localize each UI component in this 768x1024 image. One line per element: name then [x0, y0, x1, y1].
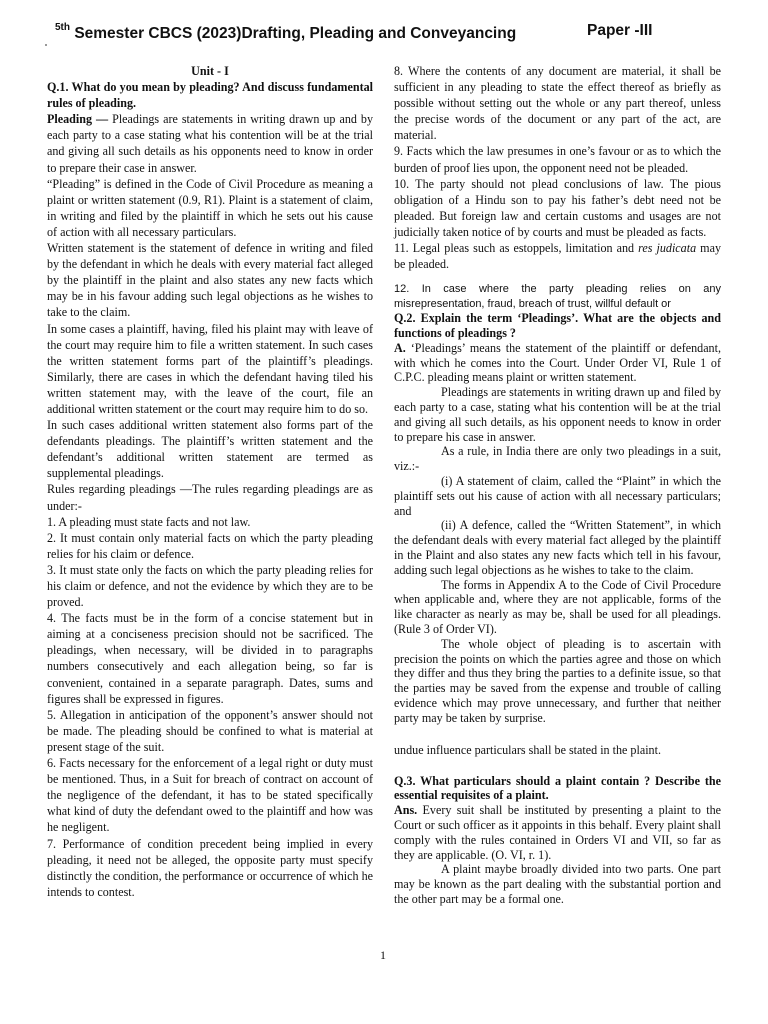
- rule-11-italic: res judicata: [638, 241, 697, 256]
- rule-11-text-b: may be pleaded.: [394, 241, 721, 272]
- answer-2-item-ii: (ii) A defence, called the “Written Statement”, in which the defendant deals with every material fact alleged by the plaintiff in the Plaint and also states any new facts which tell in his favour, adding such legal objections as he wishes to take to the claim.: [394, 518, 721, 577]
- rule-11-text-a: 11. Legal pleas such as estoppels, limitation and: [394, 241, 639, 256]
- q2-block: [394, 311, 721, 725]
- answer-2-text: ‘Pleadings’ means the statement of the plaintiff or defendant, with which he comes into the Court. Under Order VI, Rule 1 of C.P.C. pleading means plaint or written statement.: [394, 340, 721, 385]
- stray-dot: [45, 44, 47, 46]
- rule-10: 10. The party should not plead conclusions of law. The pious obligation of a Hindu son to pay his father’s debt need not be pleaded. But foreign law and certain customs and usages are not judicially taken notice of by courts and must be pleaded as facts.: [394, 176, 721, 239]
- pleading-definition: [47, 111, 373, 175]
- q3-block: [394, 774, 721, 907]
- ans-label: Ans.: [394, 803, 418, 818]
- rule-9: 9. Facts which the law presumes in one’s favour or as to which the burden of proof lies upon, the opponent need not be pleaded.: [394, 144, 721, 175]
- page-header: [55, 22, 735, 43]
- rule-6: 6. Facts necessary for the enforcement of a legal right or duty must be mentioned. Thus, in a Suit for breach of contract on account of the negligence of the defendant, it has to be stated specifically what kind of duty the defendant owed to the plaintiff and how was he negligent.: [47, 756, 373, 835]
- rule-8: 8. Where the contents of any document are material, it shall be sufficient in any pleading to state the effect thereof as briefly as possible without setting out the whole or any part thereof, unless the precise words of the document or any part of the act, are material.: [394, 64, 721, 143]
- spacer: [394, 272, 721, 282]
- rule-12: 12. In case where the party pleading relies on any misrepresentation, fraud, breach of trust, willful default or: [394, 283, 721, 310]
- rule-3: 3. It must state only the facts on which the party pleading relies for his claim or defence, and not the evidence by which they are to be proved.: [47, 562, 373, 610]
- pleading-label: Pleading —: [47, 112, 109, 127]
- rule-2: 2. It must contain only material facts on which the party pleading relies for his claim or defence.: [47, 530, 373, 561]
- answer-3-intro: [394, 803, 721, 862]
- paragraph-written-statement: Written statement is the statement of defence in writing and filed by the defendant in which he deals with every material fact alleged by the plaintiff in the plaint and also states any new facts which may be in his favour adding such legal objections as he wishes to take to the claim.: [47, 241, 373, 320]
- undue-influence-line: undue influence particulars shall be stated in the plaint.: [394, 742, 661, 757]
- answer-2-item-i: (i) A statement of claim, called the “Plaint” in which the plaintiff sets out his cause of action with all necessary particulars; and: [394, 473, 721, 518]
- question-2: Q.2. Explain the term ‘Pleadings’. What are the objects and functions of pleadings ?: [394, 311, 721, 341]
- left-column: [47, 63, 373, 900]
- pleading-text: Pleadings are statements in writing drawn up and by each party to a case stating what his contention will be at the trial and giving all such details as his opponents need to know in order to prepare their case in answer.: [47, 112, 373, 175]
- right-column: [394, 63, 721, 907]
- answer-2-para-object: The whole object of pleading is to ascertain with precision the points on which the parties agree and those on which they differ and thus they bring the parties to a definite issue, so that the parties may be saved from the expense and trouble of calling evidence which may prove unnecessary, and further that neither party may be taken by surprise.: [394, 636, 721, 725]
- paragraph-rules-intro: Rules regarding pleadings —The rules regarding pleadings are as under:-: [47, 482, 373, 513]
- semester-superscript: 5th: [55, 22, 70, 33]
- spacer: [394, 758, 721, 774]
- question-1: Q.1. What do you mean by pleading? And discuss fundamental rules of pleading.: [47, 80, 373, 111]
- answer-2-para-3: As a rule, in India there are only two pleadings in a suit, viz.:-: [394, 444, 721, 474]
- page-number: 1: [380, 948, 386, 962]
- header-paper: Paper -III: [587, 22, 653, 39]
- rule-1: 1. A pleading must state facts and not law.: [47, 514, 251, 529]
- rule-11: [394, 240, 721, 272]
- answer-2-para-forms: The forms in Appendix A to the Code of Civil Procedure when applicable and, where they are not applicable, forms of the like character as nearly as may be, shall be used for all pleadings. (Rule 3 of Order VI).: [394, 577, 721, 636]
- answer-3-para-2: A plaint maybe broadly divided into two parts. One part may be known as the part dealing with the substantial portion and the other part may be a formal one.: [394, 862, 721, 906]
- answer-2-para-2: Pleadings are statements in writing drawn up and filed by each party to a case, stating what his contention will be at the trial and giving all such details, as his opponent needs to know in order to prepare his case in answer.: [394, 385, 721, 444]
- question-3: Q.3. What particulars should a plaint contain ? Describe the essential requisites of a plaint.: [394, 773, 721, 803]
- unit-heading: Unit - I: [191, 64, 229, 78]
- paragraph-pleading-defined: “Pleading” is defined in the Code of Civil Procedure as meaning a plaint or written statement (0.9, R1). Plaint is a statement of claim, in writing and filed by the plaintiff in which he sets out his cause of action with all necessary particulars.: [47, 176, 373, 239]
- rule-4: 4. The facts must be in the form of a concise statement but in aiming at a conciseness precision should not be sacrificed. The pleadings, when necessary, will be divided in to paragraphs numbers consecutively and each allegation being, so far is convenient, contained in a separate paragraph. Dates, sums and figures shall be expressed in figures.: [47, 611, 373, 706]
- rule-5: 5. Allegation in anticipation of the opponent’s answer should not be made. The pleading should be confined to what is material at present stage of the suit.: [47, 707, 373, 754]
- spacer: [394, 726, 721, 742]
- paragraph-supplemental: In such cases additional written statement also forms part of the defendants pleadings. The plaintiff’s written statement and the defendant’s additional written statement are termed as supplemental pleadings.: [47, 418, 373, 481]
- answer-2-intro: [394, 341, 721, 385]
- paragraph-leave-of-court: In some cases a plaintiff, having, filed his plaint may with leave of the court may require him to file a written statement. In such cases the written statement forms part of the plaintiff’s pleadings. Similarly, there are cases in which the defendant having tiled his written statement may, with the leave of the court, file an additional written statement or the court may require him to do so.: [47, 321, 373, 416]
- answer-label: A.: [394, 340, 406, 355]
- answer-3-text: Every suit shall be instituted by presenting a plaint to the Court or such officer as it appoints in this behalf. Every plaint shall comply with the rules contained in Orders VI and VII, so far as they are applicable. (O. VI, r. 1).: [394, 803, 721, 862]
- rule-7: 7. Performance of condition precedent being implied in every pleading, it need not be alleged, the opposite party must specify distinctly the condition, the performance or occurrence of which he intends to contest.: [47, 836, 373, 899]
- header-title: Semester CBCS (2023)Drafting, Pleading and Conveyancing: [74, 25, 517, 42]
